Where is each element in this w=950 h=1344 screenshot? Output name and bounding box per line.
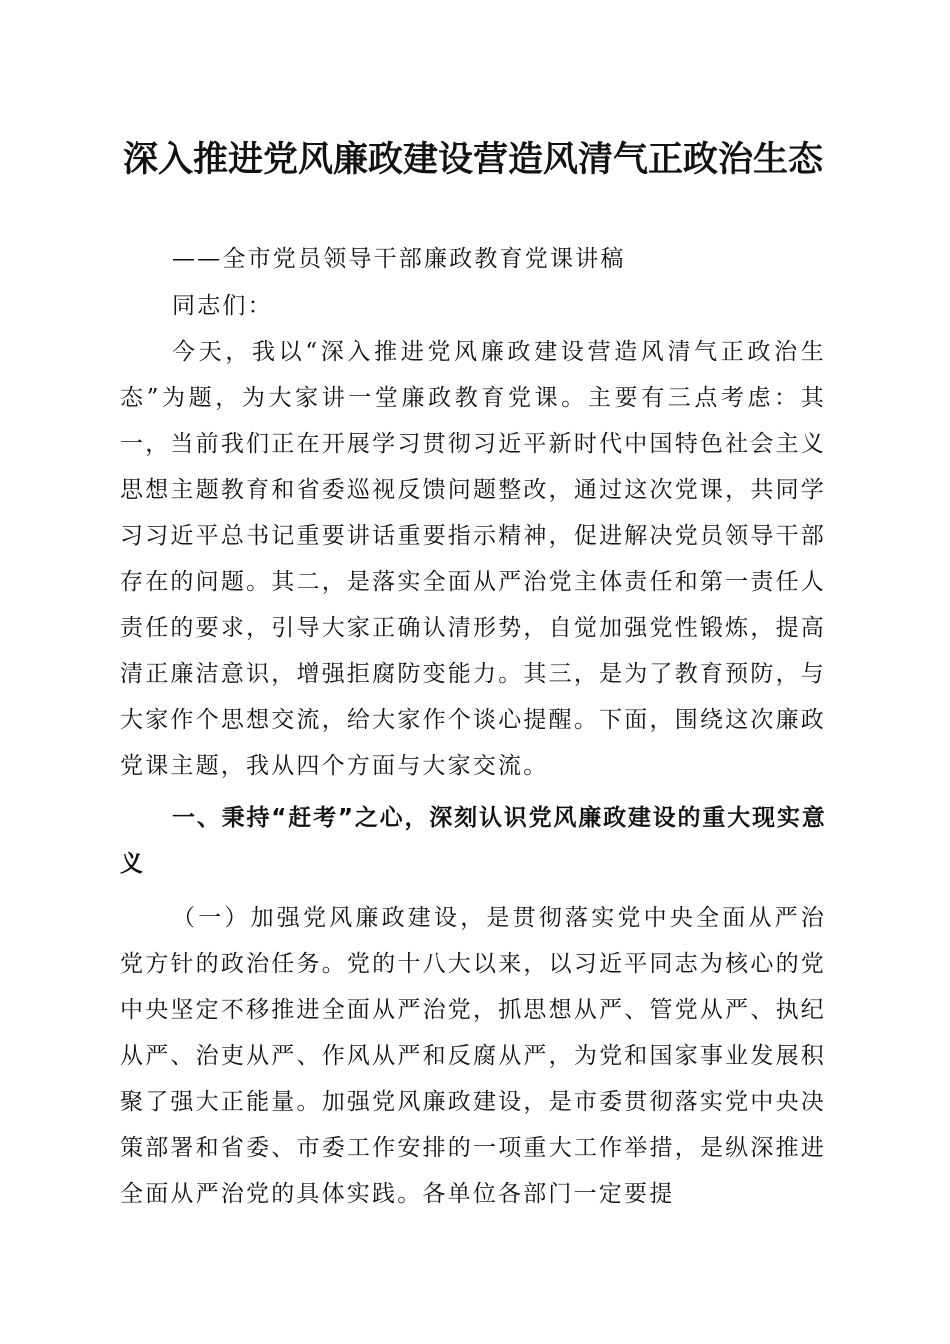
document-subtitle: ——全市党员领导干部廉政教育党课讲稿 [172,246,626,272]
intro-paragraph: 今天，我以“深入推进党风廉政建设营造风清气正政治生态”为题，为大家讲一堂廉政教育党课。主要有三点考虑：其一，当前我们正在开展学习贯彻习近平新时代中国特色社会主义思想主题教育和省委巡视反馈问题整改，通过这次党课，共同学习习近平总书记重要讲话重要指示精神，促进解决党员领导干部存在的问题。其二，是落实全面从严治党主体责任和第一责任人责任的要求，引导大家正确认清形势，自觉加强党性锻炼，提高清正廉洁意识，增强拒腐防变能力。其三，是为了教育预防，与大家作个思想交流，给大家作个谈心提醒。下面，围绕这次廉政党课主题，我从四个方面与大家交流。 [120,339,826,779]
salutation: 同志们： [172,293,273,319]
document-title: 深入推进党风廉政建设营造风清气正政治生态 [122,139,823,180]
section-1-paragraph-1: （一）加强党风廉政建设，是贯彻落实党中央全面从严治党方针的政治任务。党的十八大以来，以习近平同志为核心的党中央坚定不移推进全面从严治党，抓思想从严、管党从严、执纪从严、治吏从严、作风从严和反腐从严，为党和国家事业发展积聚了强大正能量。加强党风廉政建设，是市委贯彻落实党中央决策部署和省委、市委工作安排的一项重大工作举措，是纵深推进全面从严治党的具体实践。各单位各部门一定要提 [120,905,826,1207]
section-1-heading: 一、秉持“赶考”之心，深刻认识党风廉政建设的重大现实意义 [120,805,826,877]
